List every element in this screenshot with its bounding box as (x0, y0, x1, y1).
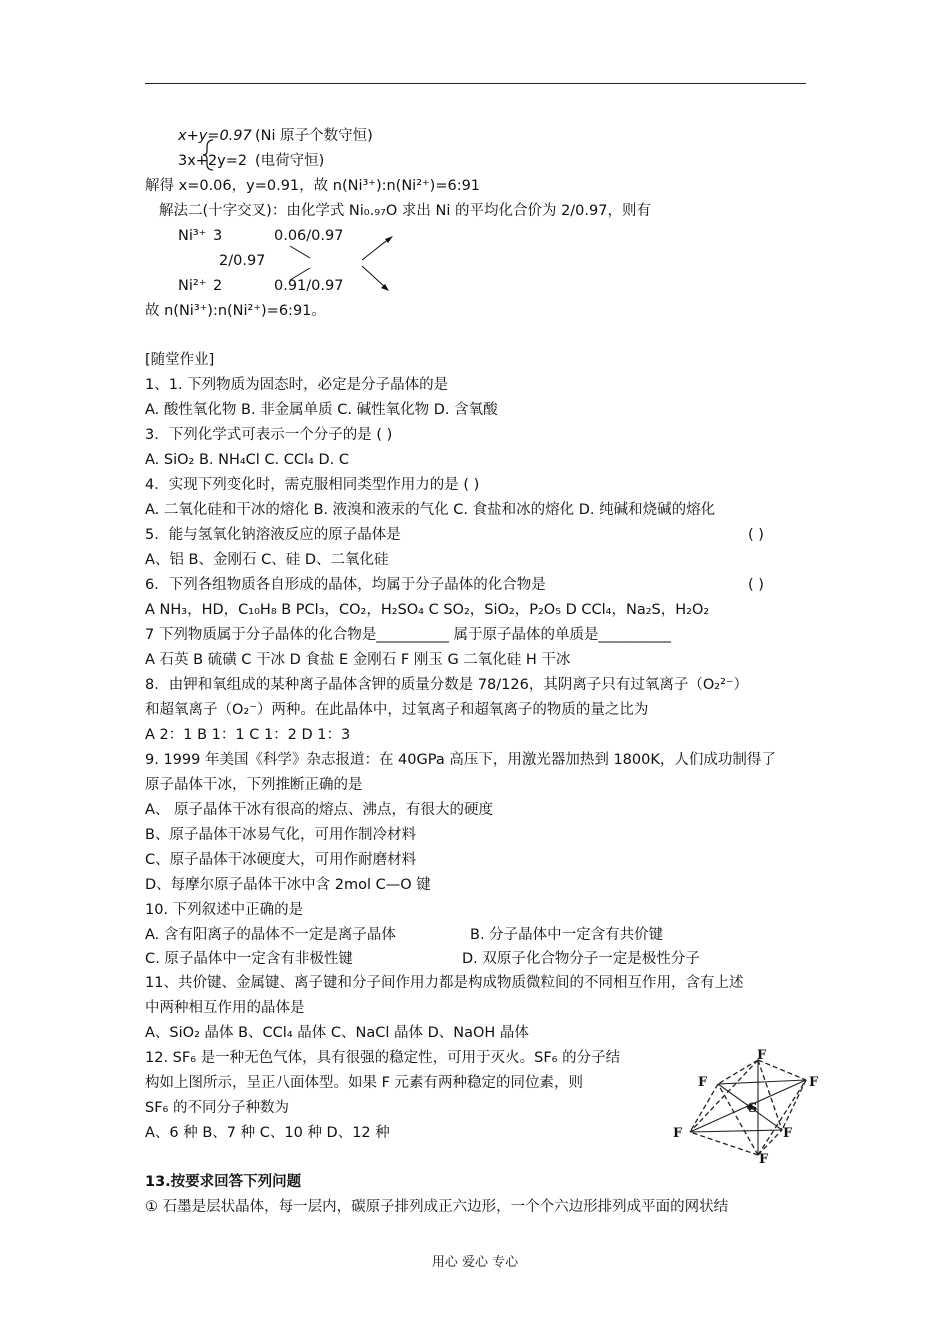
question-6-answer-paren: ( ) (748, 577, 764, 593)
question-9-option-c: C、原子晶体干冰硬度大，可用作耐磨材料 (145, 852, 417, 868)
question-5: 5．能与氢氧化钠溶液反应的原子晶体是 (145, 527, 401, 543)
question-10-option-d: D. 双原子化合物分子一定是极性分子 (462, 951, 700, 967)
question-13: 13.按要求回答下列问题 (145, 1174, 302, 1190)
question-9-option-b: B、原子晶体干冰易气化，可用作制冷材料 (145, 827, 416, 843)
solution-result: 解得 x=0.06，y=0.91，故 n(Ni³⁺):n(Ni²⁺)=6:91 (145, 178, 481, 194)
equation-1-note: (Ni 原子个数守恒) (255, 128, 373, 144)
question-12-line-2: 构如上图所示，呈正八面体型。如果 F 元素有两种稳定的同位素，则 (145, 1075, 584, 1091)
question-4: 4．实现下列变化时，需克服相同类型作用力的是 ( ) (145, 477, 480, 493)
question-3-options: A. SiO₂ B. NH₄Cl C. CCl₄ D. C (145, 452, 349, 468)
question-11-line-2: 中两种相互作用的晶体是 (145, 1000, 305, 1016)
cross-ni2-label: Ni²⁺ (178, 278, 207, 294)
question-10-option-a: A. 含有阳离子的晶体不一定是离子晶体 (145, 927, 396, 943)
cross-arrows-icon (270, 230, 400, 300)
question-6: 6．下列各组物质各自形成的晶体，均属于分子晶体的化合物是 (145, 577, 546, 593)
question-5-options: A、铝 B、金刚石 C、硅 D、二氧化硅 (145, 552, 389, 568)
page-footer: 用心 爱心 专心 (431, 1255, 519, 1270)
atom-f-bottom: F (759, 1152, 769, 1167)
question-9-line-2: 原子晶体干冰，下列推断正确的是 (145, 777, 363, 793)
question-8-line-2: 和超氧离子（O₂⁻）两种。在此晶体中，过氧离子和超氧离子的物质的量之比为 (145, 702, 649, 718)
question-8-options: A 2：1 B 1：1 C 1：2 D 1：3 (145, 727, 351, 743)
cross-ni3-value: 3 (213, 228, 223, 244)
cross-average: 2/0.97 (219, 253, 266, 269)
atom-s-center: S (748, 1101, 758, 1116)
atom-f-lower-right: F (783, 1126, 793, 1141)
question-4-options: A. 二氧化硅和干冰的熔化 B. 液溴和液汞的气化 C. 食盐和冰的熔化 D. 纯碱和烧碱的熔化 (145, 502, 716, 518)
question-9-option-d: D、每摩尔原子晶体干冰中含 2mol C—O 键 (145, 877, 431, 893)
homework-heading: [随堂作业] (145, 352, 215, 368)
question-12-options: A、6 种 B、7 种 C、10 种 D、12 种 (145, 1125, 390, 1141)
cross-ni2-value: 2 (213, 278, 223, 294)
cross-ni2-ratio: 0.91/0.97 (274, 278, 344, 294)
question-10: 10. 下列叙述中正确的是 (145, 902, 304, 918)
question-1-options: A. 酸性氧化物 B. 非金属单质 C. 碱性氧化物 D. 含氧酸 (145, 402, 498, 418)
equation-2: 3x+2y=2 (178, 153, 248, 169)
atom-f-lower-left: F (673, 1126, 683, 1141)
cross-ni3-label: Ni³⁺ (178, 228, 207, 244)
question-11-line-1: 11、共价键、金属键、离子键和分子间作用力都是构成物质微粒间的不同相互作用，含有上述 (145, 975, 744, 991)
question-10-option-b: B. 分子晶体中一定含有共价键 (470, 927, 664, 943)
question-13-line-1: ① 石墨是层状晶体，每一层内，碳原子排列成正六边形，一个个六边形排列成平面的网状结 (145, 1199, 729, 1215)
question-11-options: A、SiO₂ 晶体 B、CCl₄ 晶体 C、NaCl 晶体 D、NaOH 晶体 (145, 1025, 529, 1041)
header-rule (145, 83, 806, 84)
equation-1: x+y=0.97 (178, 128, 252, 144)
question-9-option-a: A、 原子晶体干冰有很高的熔点、沸点，有很大的硬度 (145, 802, 494, 818)
cross-ni3-ratio: 0.06/0.97 (274, 228, 344, 244)
question-1: 1、1. 下列物质为固态时，必定是分子晶体的是 (145, 377, 449, 393)
question-9-line-1: 9. 1999 年美国《科学》杂志报道：在 40GPa 高压下，用激光器加热到 1800K，人们成功制得了 (145, 752, 776, 768)
question-12-line-3: SF₆ 的不同分子种数为 (145, 1100, 289, 1116)
question-12-line-1: 12. SF₆ 是一种无色气体，具有很强的稳定性，可用于灭火。SF₆ 的分子结 (145, 1050, 621, 1066)
question-8-line-1: 8．由钾和氧组成的某种离子晶体含钾的质量分数是 78/126，其阴离子只有过氧离子（O₂²⁻） (145, 677, 749, 693)
question-7: 7 下列物质属于分子晶体的化合物是__________ 属于原子晶体的单质是__________ (145, 627, 671, 643)
equation-2-note: (电荷守恒) (255, 153, 325, 169)
atom-f-top: F (757, 1048, 767, 1063)
question-6-options: A NH₃，HD，C₁₀H₈ B PCl₃，CO₂，H₂SO₄ C SO₂，SiO₂，P₂O₅ D CCl₄，Na₂S，H₂O₂ (145, 602, 710, 618)
question-3: 3．下列化学式可表示一个分子的是 ( ) (145, 427, 393, 443)
atom-f-upper-right: F (809, 1075, 819, 1090)
question-10-option-c: C. 原子晶体中一定含有非极性键 (145, 951, 353, 967)
solution-conclusion: 故 n(Ni³⁺):n(Ni²⁺)=6:91。 (145, 303, 326, 319)
question-7-options: A 石英 B 硫磺 C 干冰 D 食盐 E 金刚石 F 刚玉 G 二氧化硅 H 干冰 (145, 652, 571, 668)
method-two: 解法二(十字交叉)：由化学式 Ni₀.₉₇O 求出 Ni 的平均化合价为 2/0.97，则有 (159, 203, 651, 219)
atom-f-upper-left: F (698, 1075, 708, 1090)
question-5-answer-paren: ( ) (748, 527, 764, 543)
